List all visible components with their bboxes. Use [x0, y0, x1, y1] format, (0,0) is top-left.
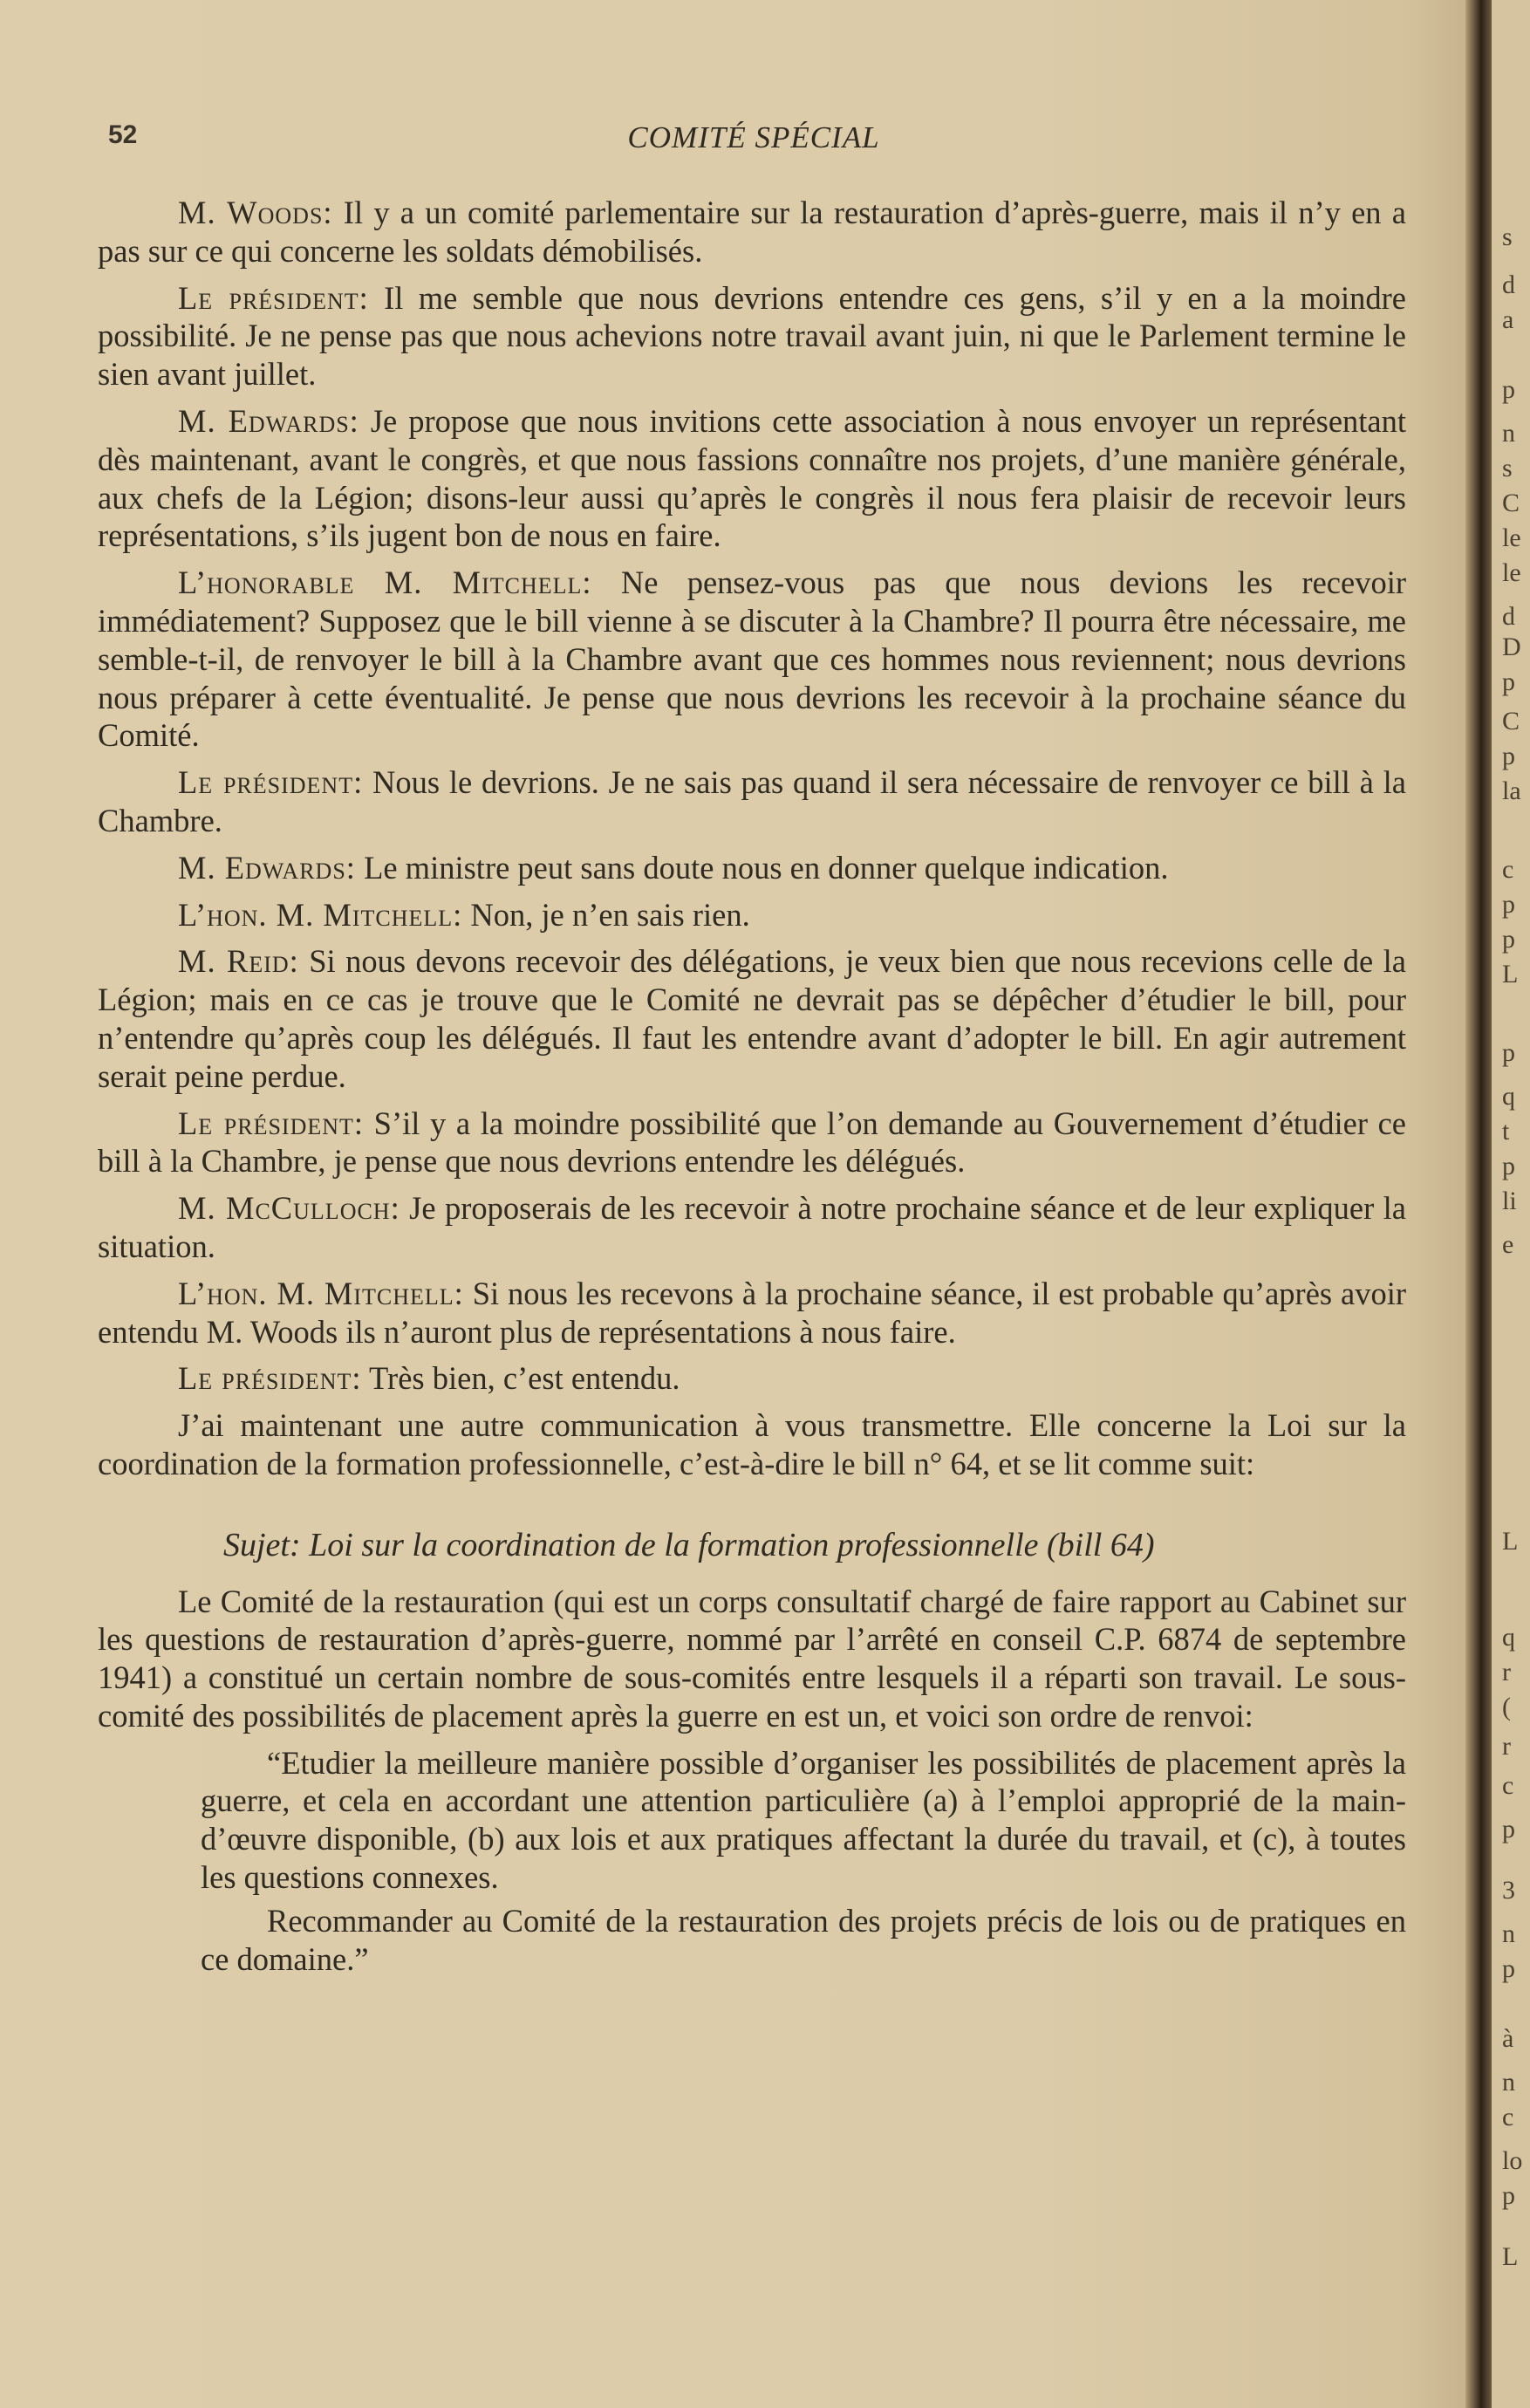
- book-gutter: [1465, 0, 1492, 2408]
- adjacent-page-fragment: à: [1502, 2024, 1514, 2053]
- adjacent-page-fragment: c: [1502, 1771, 1514, 1800]
- speaker-name: Le président:: [178, 764, 364, 801]
- adjacent-page-fragment: c: [1502, 2103, 1514, 2131]
- adjacent-page-fragment: p: [1502, 1038, 1515, 1067]
- speech-text: Très bien, c’est entendu.: [361, 1360, 680, 1397]
- quote-paragraph: Recommander au Comité de la restauration des projets précis de lois ou de pratiques en ce domaine.”: [201, 1902, 1406, 1977]
- dialogue-paragraph: [98, 279, 1406, 393]
- dialogue-paragraph: [98, 849, 1406, 887]
- adjacent-page-fragment: p: [1502, 375, 1515, 404]
- dialogue-paragraph: [98, 1189, 1406, 1266]
- speaker-name: Le président:: [178, 279, 369, 316]
- running-title: COMITÉ SPÉCIAL: [627, 120, 880, 154]
- quote-paragraph: “Etudier la meilleure manière possible d’organiser les possibilités de placement après la guerre, et cela en accordant une attention particulière (a) à l’emploi approprié de la main-d’œuvre disponible, (b) aux lois et aux pratiques affectant la durée du travail, et (c), à toutes les questions connexes.: [201, 1744, 1406, 1896]
- adjacent-page-fragment: r: [1502, 1732, 1511, 1761]
- page-header: [108, 120, 1399, 159]
- letter-subject: Sujet: Loi sur la coordination de la formation professionnelle (bill 64): [223, 1526, 1155, 1563]
- adjacent-page-fragment: 3: [1502, 1876, 1515, 1905]
- adjacent-page-fragment: p: [1502, 925, 1515, 954]
- adjacent-page-fragment: (: [1502, 1693, 1511, 1721]
- speaker-name: M. Edwards:: [178, 849, 356, 886]
- speaker-name: M. McCulloch:: [178, 1190, 400, 1227]
- adjacent-page-fragment: d: [1502, 602, 1515, 631]
- adjacent-page-fragment: s: [1502, 454, 1513, 482]
- adjacent-page-fragment: C: [1502, 489, 1520, 517]
- speech-text: Il me semble que nous devrions entendre ces gens, s’il y en a la moindre possibilité. Je ne pense pas que nous achevions notre travail avant juin, ni que le Parlement termine le sien avant juillet.: [98, 279, 1407, 393]
- speaker-name: L’honorable M. Mitchell:: [178, 564, 592, 601]
- adjacent-page-fragment: c: [1502, 855, 1514, 884]
- adjacent-page-fragment: a: [1502, 305, 1514, 334]
- adjacent-page-fragment: s: [1502, 222, 1513, 251]
- adjacent-page-fragment: p: [1502, 1815, 1515, 1844]
- dialogue-paragraph: [98, 942, 1406, 1095]
- dialogue-paragraph: [98, 1275, 1406, 1351]
- dialogue: [98, 194, 1406, 1483]
- speaker-name: M. Woods:: [178, 195, 333, 230]
- speech-text: Le ministre peut sans doute nous en donner quelque indication.: [355, 849, 1169, 886]
- speech-text: Non, je n’en sais rien.: [462, 896, 750, 933]
- adjacent-page-fragment: q: [1502, 1082, 1515, 1111]
- dialogue-paragraph: [98, 1406, 1406, 1483]
- adjacent-page-fragment: q: [1502, 1623, 1515, 1652]
- adjacent-page-fragment: p: [1502, 667, 1515, 696]
- speech-text: Il y a un comité parlementaire sur la restauration d’après-guerre, mais il n’y en a pas sur ce qui concerne les soldats démobilisés.: [98, 195, 1406, 269]
- adjacent-page-fragment: D: [1502, 633, 1521, 661]
- adjacent-page-fragment: t: [1502, 1117, 1510, 1146]
- adjacent-page-fragment: C: [1502, 707, 1520, 735]
- speech-text: Si nous devons recevoir des délégations, je veux bien que nous recevions celle de la Légion; mais en ce cas je trouve que le Comité ne devrait pas se dépêcher d’étudier le bill, pour n’entendre qu’après coup les délégués. Il faut les entendre avant d’adopter le bill. En agir autrement serait peine perdue.: [98, 943, 1406, 1094]
- speaker-name: L’hon. M. Mitchell:: [178, 896, 463, 933]
- dialogue-paragraph: [98, 564, 1406, 755]
- adjacent-page-fragment: p: [1502, 1954, 1515, 1983]
- speech-text: J’ai maintenant une autre communication à vous transmettre. Elle concerne la Loi sur la coordination de la formation professionnelle, c’est-à-dire le bill n° 64, et se lit comme suit:: [98, 1407, 1406, 1481]
- adjacent-page-fragment: r: [1502, 1658, 1511, 1686]
- dialogue-paragraph: [98, 896, 1406, 934]
- adjacent-page-fragment: p: [1502, 2181, 1515, 2210]
- adjacent-page-fragment: e: [1502, 1230, 1514, 1259]
- page-number: 52: [108, 120, 138, 149]
- speaker-name: M. Edwards:: [178, 402, 359, 439]
- adjacent-page-fragment: p: [1502, 890, 1515, 919]
- dialogue-paragraph: [98, 194, 1406, 270]
- dialogue-paragraph: [98, 402, 1406, 555]
- speech-text: Ne pensez-vous pas que nous devions les recevoir immédiatement? Supposez que le bill vienne à se discuter à la Chambre? Il pourra être nécessaire, me semble-t-il, de renvoyer le bill à la Chambre avant que ces hommes nous reviennent; nous devrions nous préparer à cette éventualité. Je pense que nous devrions les recevoir à la prochaine séance du Comité.: [98, 564, 1406, 754]
- speaker-name: L’hon. M. Mitchell:: [178, 1275, 464, 1311]
- dialogue-paragraph: [98, 1359, 1406, 1398]
- speaker-name: M. Reid:: [178, 943, 299, 980]
- adjacent-page-fragment: L: [1502, 1527, 1519, 1556]
- dialogue-paragraph: [98, 1105, 1406, 1181]
- adjacent-page-fragment: n: [1502, 1919, 1515, 1948]
- speaker-name: Le président:: [178, 1360, 362, 1397]
- speaker-name: Le président:: [178, 1105, 365, 1141]
- speech-text: Si nous les recevons à la prochaine séance, il est probable qu’après avoir entendu M. Woods ils n’auront plus de représentations à nous faire.: [98, 1275, 1406, 1350]
- speech-text: S’il y a la moindre possibilité que l’on demande au Gouvernement d’étudier ce bill à la Chambre, je pense que nous devrions entendre les délégués.: [98, 1105, 1406, 1180]
- adjacent-page-fragment: lo: [1502, 2146, 1523, 2175]
- adjacent-page-fragment: L: [1502, 960, 1519, 989]
- adjacent-page-fragment: la: [1502, 776, 1521, 805]
- adjacent-page-fragment: le: [1502, 523, 1521, 552]
- adjacent-page-fragment: li: [1502, 1187, 1517, 1215]
- adjacent-page-fragment: L: [1502, 2242, 1519, 2271]
- speech-text: Nous le devrions. Je ne sais pas quand il sera nécessaire de renvoyer ce bill à la Chambre.: [98, 764, 1407, 838]
- adjacent-page-fragment: le: [1502, 558, 1521, 587]
- dialogue-paragraph: [98, 763, 1406, 840]
- adjacent-page-fragment: p: [1502, 742, 1515, 770]
- adjacent-page-fragment: p: [1502, 1152, 1515, 1180]
- speech-text: Je propose que nous invitions cette association à nous envoyer un représentant dès maintenant, avant le congrès, et que nous fassions connaître nos projets, d’une manière générale, aux chefs de la Légion; disons-leur aussi qu’après le congrès il nous fera plaisir de recevoir leurs représentations, s’ils jugent bon de nous en faire.: [98, 402, 1406, 554]
- adjacent-page-fragment: n: [1502, 419, 1515, 448]
- speech-text: Je proposerais de les recevoir à notre prochaine séance et de leur expliquer la situation.: [98, 1190, 1407, 1264]
- letter-paragraph: Le Comité de la restauration (qui est un corps consultatif chargé de faire rapport au Cabinet sur les questions de restauration d’après-guerre, nommé par l’arrêté en conseil C.P. 6874 de septembre 1941) a constitué un certain nombre de sous-comités entre lesquels il a réparti son travail. Le sous-comité des possibilités de placement après la guerre en est un, et voici son ordre de renvoi:: [98, 1583, 1406, 1734]
- quoted-terms-of-reference: [98, 1744, 1406, 1979]
- adjacent-page-fragment: d: [1502, 270, 1515, 299]
- page-body: [98, 194, 1406, 1983]
- adjacent-page-fragment: n: [1502, 2068, 1515, 2097]
